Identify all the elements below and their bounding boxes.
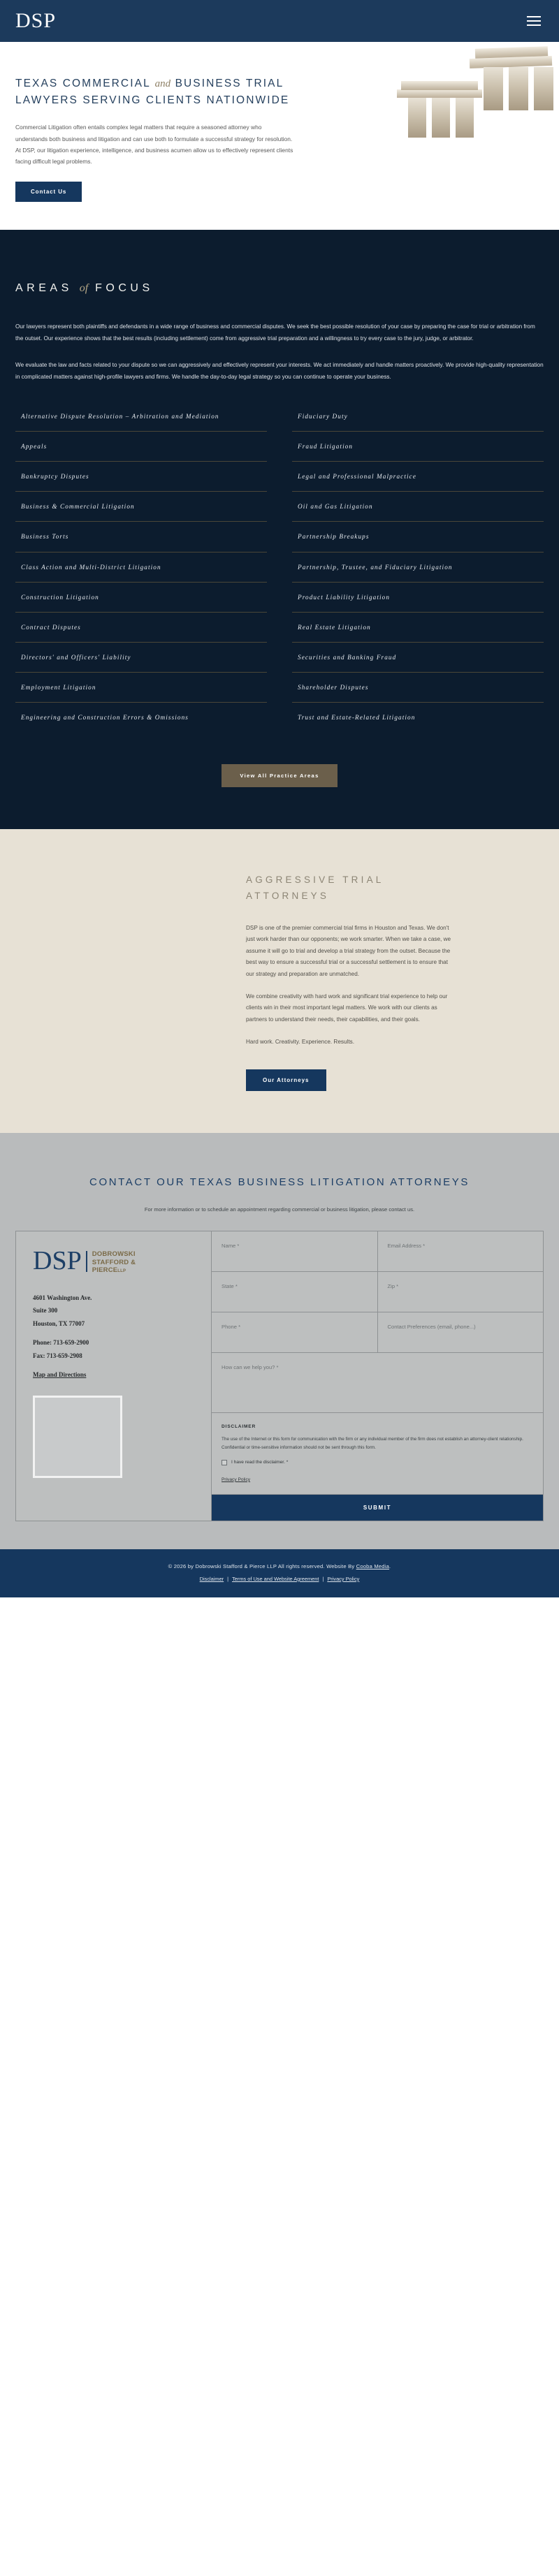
footer-link-terms[interactable]: Terms of Use and Website Agreement [232, 1575, 319, 1582]
map-and-directions-link[interactable]: Map and Directions [33, 1371, 87, 1379]
contact-us-button[interactable]: Contact Us [15, 182, 82, 202]
state-placeholder: State * [222, 1283, 238, 1290]
focus-paragraph-2: We evaluate the law and facts related to your dispute so we can aggressively and effectively represent your interests. We act immediately and handle matters proactively. We provide high-quality representation in complicated matters against high-profile lawyers and firms. We handle the day-to-day legal strategy so you can continue to operate your business. [15, 362, 544, 381]
practice-area-link[interactable]: Construction Litigation [15, 583, 267, 613]
hero-paragraph: Commercial Litigation often entails complex legal matters that require a seasoned attorney who understands both business and litigation and can use both to formulate a successful strategy for resolution. At DSP, our litigation experience, intelligence, and business acumen allow us to effectively represent clients facing difficult legal problems. [15, 124, 293, 166]
contact-section [0, 1133, 559, 1549]
aggressive-heading: AGGRESSIVE TRIAL ATTORNEYS [246, 874, 384, 902]
practice-areas-columns [15, 402, 544, 732]
contact-box [15, 1231, 544, 1521]
hero-heading-line2: LAWYERS SERVING CLIENTS NATIONWIDE [15, 94, 290, 107]
firm-name-llp: LLP [117, 1269, 126, 1274]
firm-address [33, 1291, 196, 1362]
firm-fax: Fax: 713-659-2908 [33, 1352, 82, 1359]
copyright-line [15, 1563, 544, 1569]
firm-name-line1: DOBROWSKI [92, 1250, 136, 1259]
contact-form [212, 1231, 543, 1521]
focus-heading-script: of [79, 281, 89, 294]
disclaimer-title: DISCLAIMER [222, 1424, 256, 1430]
website-by-link[interactable]: Cooba Media [356, 1563, 390, 1569]
message-field[interactable] [212, 1353, 543, 1413]
practice-area-link[interactable]: Securities and Banking Fraud [292, 643, 544, 673]
zip-placeholder: Zip * [387, 1283, 399, 1290]
practice-area-link[interactable]: Fiduciary Duty [292, 402, 544, 432]
footer-links [15, 1576, 544, 1582]
hero-heading [15, 75, 407, 109]
email-field[interactable] [377, 1231, 544, 1272]
firm-phone: Phone: 713-659-2900 [33, 1339, 89, 1347]
practice-area-link[interactable]: Business & Commercial Litigation [15, 492, 267, 522]
footer-link-disclaimer[interactable]: Disclaimer [199, 1575, 224, 1582]
form-row [212, 1312, 543, 1353]
aggressive-paragraph-2: We combine creativity with hard work and significant trial experience to help our clients win in their most important legal matters. We work with our clients as partners to understand their needs, their capabilities, and their goals. [246, 993, 448, 1023]
name-field[interactable] [212, 1231, 377, 1272]
contact-subheading: For more information or to schedule an appointment regarding commercial or business litigation, please contact us. [144, 1206, 415, 1213]
practice-area-link[interactable]: Oil and Gas Litigation [292, 492, 544, 522]
disclaimer-checkbox-label: I have read the disclaimer. * [231, 1460, 289, 1465]
brand-logo[interactable]: DSP [15, 9, 57, 32]
contact-info-panel [16, 1231, 212, 1521]
email-placeholder: Email Address * [387, 1243, 426, 1250]
hero-heading-part2: BUSINESS TRIAL [175, 78, 284, 89]
practice-area-link[interactable]: Fraud Litigation [292, 432, 544, 462]
practice-area-link[interactable]: Real Estate Litigation [292, 613, 544, 643]
firm-logo [33, 1246, 196, 1276]
view-all-practice-areas-button[interactable]: View All Practice Areas [222, 764, 337, 787]
practice-area-link[interactable]: Trust and Estate-Related Litigation [298, 714, 416, 722]
areas-of-focus-section [0, 230, 559, 829]
practice-area-link[interactable]: Employment Litigation [15, 673, 267, 703]
privacy-policy-link[interactable]: Privacy Policy [222, 1477, 251, 1482]
practice-area-link[interactable]: Alternative Dispute Resolution – Arbitration and Mediation [15, 402, 267, 432]
firm-logo-name [92, 1250, 136, 1275]
practice-area-link[interactable]: Business Torts [15, 522, 267, 552]
practice-area-link[interactable]: Partnership Breakups [292, 522, 544, 552]
name-placeholder: Name * [222, 1243, 240, 1250]
practice-area-link[interactable]: Contract Disputes [15, 613, 267, 643]
practice-area-link[interactable]: Engineering and Construction Errors & Omissions [21, 714, 189, 722]
firm-name-line3 [92, 1266, 136, 1275]
footer-separator: | [322, 1575, 324, 1582]
phone-placeholder: Phone * [222, 1324, 241, 1331]
practice-areas-left-column [15, 402, 267, 732]
site-header [0, 0, 559, 42]
contact-preferences-field[interactable] [377, 1312, 544, 1353]
practice-area-link[interactable]: Class Action and Multi-District Litigation [15, 552, 267, 583]
aggressive-paragraph-3: Hard work. Creativity. Experience. Results. [246, 1039, 355, 1046]
firm-name-pierce: PIERCE [92, 1266, 118, 1275]
site-footer [0, 1549, 559, 1597]
areas-of-focus-heading [15, 282, 544, 295]
practice-area-link[interactable]: Bankruptcy Disputes [15, 462, 267, 492]
practice-areas-right-column [292, 402, 544, 732]
hamburger-menu-icon[interactable] [524, 13, 544, 29]
aggressive-trial-attorneys-section [0, 829, 559, 1133]
practice-area-link[interactable]: Directors' and Officers' Liability [15, 643, 267, 673]
practice-area-link[interactable]: Product Liability Litigation [292, 583, 544, 613]
disclaimer-body: The use of the Internet or this form for communication with the firm or any individual member of the firm does not establish an attorney-client relationship. Confidential or time-sensitive information should not be sent through this form. [222, 1437, 523, 1450]
focus-paragraph-1: Our lawyers represent both plaintiffs and defendants in a wide range of business and commercial disputes. We seek the best possible resolution of your case by preparing the case for trial or arbitration from the outset. Our experience shows that the best results (including settlement) come from aggressive trial preparation and a willingness to try every case to the jury, judge, or arbitrator. [15, 323, 535, 342]
hero-section [0, 42, 559, 230]
spacer [33, 1330, 196, 1336]
hero-heading-part1: TEXAS COMMERCIAL [15, 78, 151, 89]
practice-area-link[interactable]: Partnership, Trustee, and Fiduciary Litigation [292, 552, 544, 583]
firm-logo-initials: DSP [33, 1246, 82, 1276]
focus-heading-a: AREAS [15, 281, 73, 294]
practice-area-link[interactable]: Shareholder Disputes [292, 673, 544, 703]
footer-separator: | [227, 1575, 229, 1582]
courthouse-column-image [391, 42, 559, 138]
contact-heading: CONTACT OUR TEXAS BUSINESS LITIGATION ATTORNEYS [89, 1176, 470, 1188]
form-row [212, 1272, 543, 1312]
firm-logo-divider [86, 1251, 87, 1272]
hamburger-bar [527, 20, 541, 22]
disclaimer-block [212, 1413, 543, 1495]
hamburger-bar [527, 24, 541, 26]
address-line-2: Suite 300 [33, 1307, 58, 1315]
hamburger-bar [527, 16, 541, 17]
copyright-text: © 2026 by Dobrowski Stafford & Pierce LLP All rights reserved. Website By [168, 1563, 356, 1569]
disclaimer-checkbox-row[interactable] [222, 1460, 533, 1465]
address-line-1: 4601 Washington Ave. [33, 1294, 92, 1301]
hero-heading-script: and [154, 78, 171, 89]
practice-area-link[interactable]: Legal and Professional Malpractice [292, 462, 544, 492]
phone-field[interactable] [212, 1312, 377, 1353]
message-placeholder: How can we help you? * [222, 1364, 279, 1371]
state-field[interactable] [212, 1272, 377, 1312]
copyright-period: . [389, 1563, 391, 1569]
aggressive-paragraph-1: DSP is one of the premier commercial trial firms in Houston and Texas. We don't just work harder than our opponents; we work smarter. When we take a case, we assume it will go to trial and develop a trial strategy from the outset. Because the best way to ensure a successful trial or a successful settlement is to ensure that our strategy and preparation are unmatched. [246, 924, 451, 977]
our-attorneys-button[interactable]: Our Attorneys [246, 1069, 326, 1091]
practice-area-link[interactable]: Appeals [15, 432, 267, 462]
focus-heading-b: FOCUS [95, 281, 154, 294]
preferences-placeholder: Contact Preferences (email, phone...) [387, 1324, 476, 1331]
submit-button[interactable]: SUBMIT [212, 1495, 543, 1521]
zip-field[interactable] [377, 1272, 544, 1312]
address-line-3: Houston, TX 77007 [33, 1319, 85, 1327]
footer-link-privacy[interactable]: Privacy Policy [327, 1575, 360, 1582]
map-thumbnail[interactable] [33, 1396, 122, 1478]
firm-name-line2: STAFFORD & [92, 1258, 136, 1266]
disclaimer-checkbox[interactable] [222, 1460, 227, 1465]
form-row [212, 1231, 543, 1272]
aggressive-content [246, 872, 456, 1091]
view-all-wrapper [15, 764, 544, 787]
